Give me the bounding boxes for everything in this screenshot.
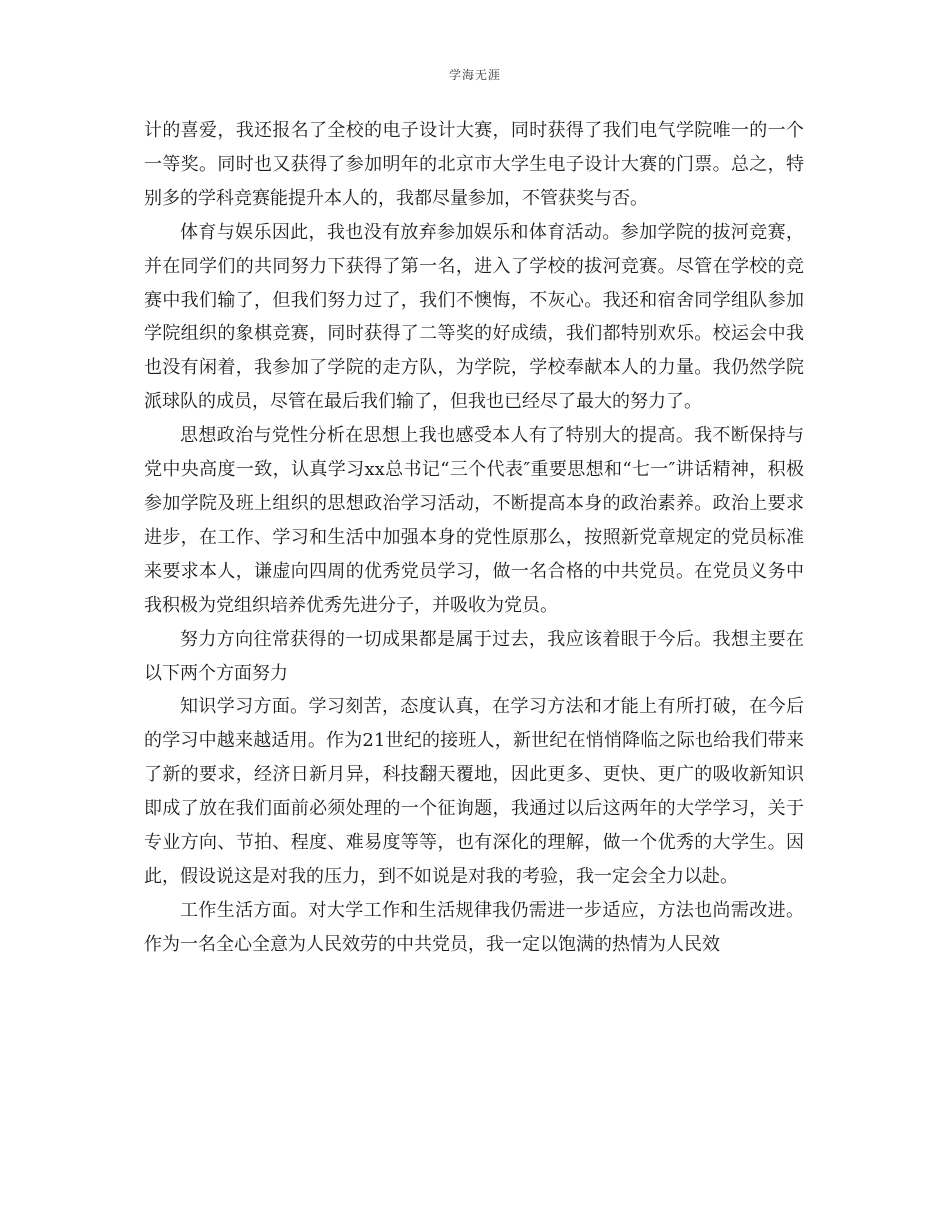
page-header: 学海无涯: [448, 68, 501, 82]
paragraph-future-direction: 努力方向往常获得的一切成果都是属于过去，我应该着眼于今后。我想主要在以下两个方面努力: [144, 628, 804, 684]
document-body: [144, 114, 804, 962]
paragraph-work-life: 工作生活方面。对大学工作和生活规律我仍需进一步适应，方法也尚需改进。作为一名全心全意为人民效劳的中共党员，我一定以饱满的热情为人民效: [144, 899, 804, 955]
paragraph-political-analysis: 思想政治与党性分析在思想上我也感受本人有了特别大的提高。我不断保持与党中央高度一致，认真学习xx总书记“三个代表″重要思想和“七一″讲话精神，积极参加学院及班上组织的思想政治学习活动，不断提高本身的政治素养。政治上要求进步，在工作、学习和生活中加强本身的党性原那么，按照新党章规定的党员标准来要求本人，谦虚向四周的优秀党员学习，做一名合格的中共党员。在党员义务中我积极为党组织培养优秀先进分子，并吸收为党员。: [144, 425, 804, 616]
paragraph-continuation: 计的喜爱，我还报名了全校的电子设计大赛，同时获得了我们电气学院唯一的一个一等奖。同时也又获得了参加明年的北京市大学生电子设计大赛的门票。总之，特别多的学科竞赛能提升本人的，我都尽量参加，不管获奖与否。: [144, 120, 804, 209]
paragraph-knowledge-learning: 知识学习方面。学习刻苦，态度认真，在学习方法和才能上有所打破，在今后的学习中越来越适用。作为21世纪的接班人，新世纪在悄悄降临之际也给我们带来了新的要求，经济日新月异，科技翻天覆地，因此更多、更快、更广的吸收新知识即成了放在我们面前必须处理的一个征询题，我通过以后这两年的大学学习，关于专业方向、节拍、程度、难易度等等，也有深化的理解，做一个优秀的大学生。因此，假设说这是对我的压力，到不如说是对我的考验，我一定会全力以赴。: [144, 696, 804, 887]
paragraph-sports-entertainment: 体育与娱乐因此，我也没有放弃参加娱乐和体育活动。参加学院的拔河竞赛，并在同学们的共同努力下获得了第一名，进入了学校的拔河竞赛。尽管在学校的竞赛中我们输了，但我们努力过了，我们不懊悔，不灰心。我还和宿舍同学组队参加学院组织的象棋竞赛，同时获得了二等奖的好成绩，我们都特别欢乐。校运会中我也没有闲着，我参加了学院的走方队，为学院，学校奉献本人的力量。我仍然学院派球队的成员，尽管在最后我们输了，但我也已经尽了最大的努力了。: [144, 221, 804, 413]
